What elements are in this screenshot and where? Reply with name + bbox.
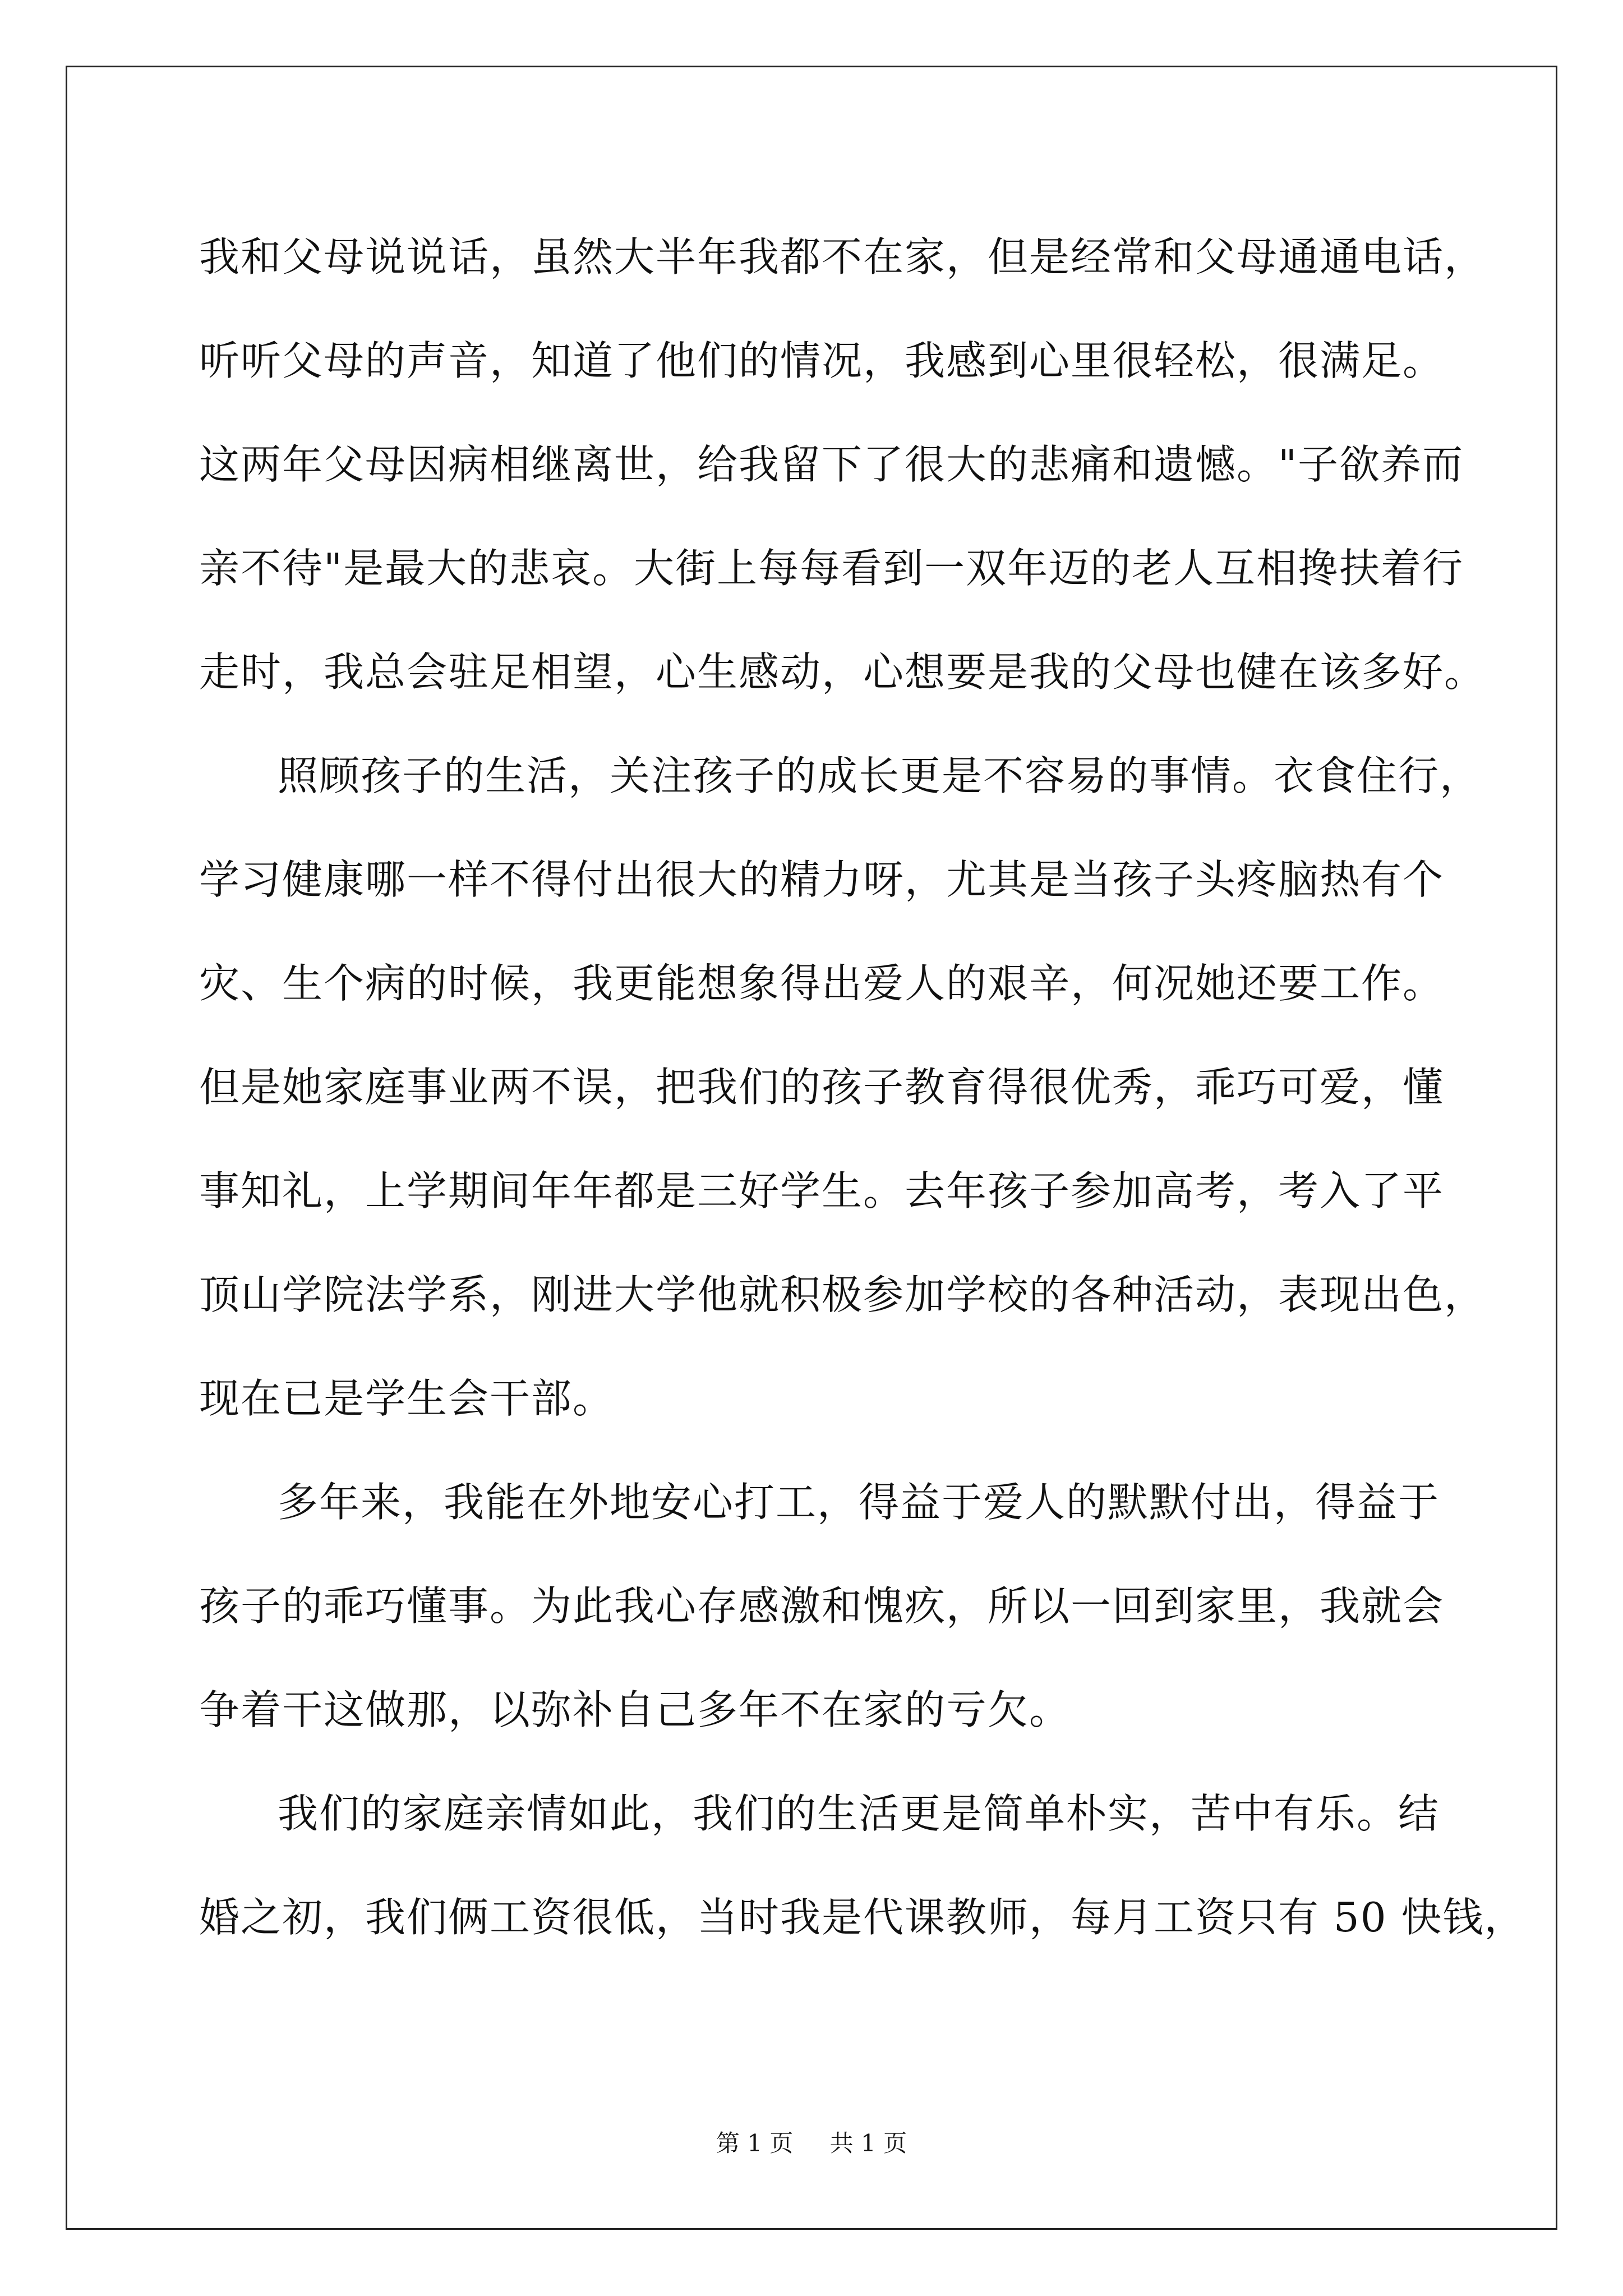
text-line: 顶山学院法学系，刚进大学他就积极参加学校的各种活动，表现出色， — [199, 1271, 1486, 1318]
text-line: 孩子的乖巧懂事。为此我心存感激和愧疚，所以一回到家里，我就会 — [199, 1582, 1445, 1630]
text-line: 争着干这做那，以弥补自己多年不在家的亏欠。 — [199, 1686, 1071, 1733]
text-line: 这两年父母因病相继离世，给我留下了很大的悲痛和遗憾。"子欲养而 — [199, 441, 1464, 488]
paragraph-first-line: 多年来，我能在外地安心打工，得益于爱人的默默付出，得益于 — [278, 1479, 1440, 1526]
paragraph-first-line: 照顾孩子的生活，关注孩子的成长更是不容易的事情。衣食住行， — [278, 752, 1482, 799]
page-number: 第 1 页 — [716, 2129, 794, 2157]
text-line: 但是她家庭事业两不误，把我们的孩子教育得很优秀，乖巧可爱，懂 — [199, 1064, 1445, 1111]
page-total: 共 1 页 — [829, 2129, 907, 2157]
text-line: 事知礼，上学期间年年都是三好学生。去年孩子参加高考，考入了平 — [199, 1167, 1445, 1214]
text-line: 灾、生个病的时候，我更能想象得出爱人的艰辛，何况她还要工作。 — [199, 960, 1445, 1007]
paragraph-first-line: 我们的家庭亲情如此，我们的生活更是简单朴实，苦中有乐。结 — [278, 1790, 1440, 1837]
text-line: 走时，我总会驻足相望，心生感动，心想要是我的父母也健在该多好。 — [199, 648, 1486, 696]
page-footer — [0, 2129, 1623, 2158]
text-line: 婚之初，我们俩工资很低，当时我是代课教师，每月工资只有 50 快钱， — [199, 1894, 1526, 1941]
text-line: 我和父母说说话，虽然大半年我都不在家，但是经常和父母通通电话， — [199, 233, 1486, 280]
text-line: 亲不待"是最大的悲哀。大街上每每看到一双年迈的老人互相搀扶着行 — [199, 545, 1464, 592]
text-line: 现在已是学生会干部。 — [199, 1375, 615, 1422]
text-line: 听听父母的声音，知道了他们的情况，我感到心里很轻松，很满足。 — [199, 337, 1445, 384]
text-line: 学习健康哪一样不得付出很大的精力呀，尤其是当孩子头疼脑热有个 — [199, 856, 1445, 903]
